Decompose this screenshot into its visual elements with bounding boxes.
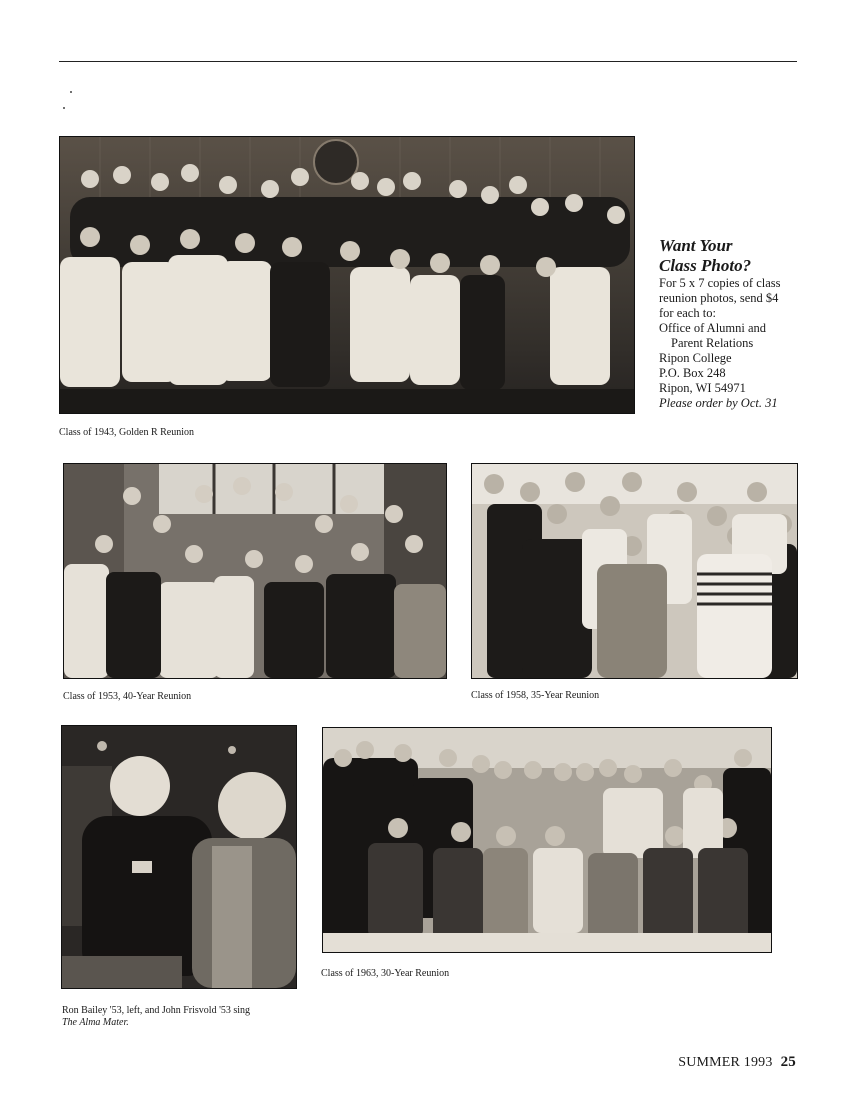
sidebar-line: P.O. Box 248	[659, 366, 726, 380]
photo-class-1958	[471, 463, 798, 679]
caption-alma-mater-line2: The Alma Mater.	[62, 1017, 129, 1028]
photo-class-1963	[322, 727, 772, 953]
top-rule	[59, 61, 797, 62]
photo-alma-mater-image	[62, 726, 296, 988]
sidebar-line: Ripon College	[659, 351, 732, 365]
photo-class-1953	[63, 463, 447, 679]
photo-class-1958-image	[472, 464, 797, 678]
caption-class-1963: Class of 1963, 30-Year Reunion	[321, 968, 450, 979]
caption-class-1958: Class of 1958, 35-Year Reunion	[471, 690, 600, 701]
class-photo-sidebar	[659, 236, 809, 411]
sidebar-heading-line2: Class Photo?	[659, 256, 752, 275]
photo-class-1953-image	[64, 464, 446, 678]
sidebar-line: For 5 x 7 copies of class	[659, 276, 781, 290]
speck	[63, 107, 65, 109]
photo-class-1943-image	[60, 137, 634, 413]
photo-class-1943	[59, 136, 635, 414]
sidebar-deadline: Please order by Oct. 31	[659, 396, 778, 410]
page-footer	[678, 1054, 796, 1071]
photo-class-1963-image	[323, 728, 771, 952]
speck	[70, 91, 72, 93]
sidebar-line: Ripon, WI 54971	[659, 381, 746, 395]
issue-label: SUMMER 1993	[678, 1055, 773, 1070]
caption-alma-mater-line1: Ron Bailey '53, left, and John Frisvold '53 sing	[62, 1005, 251, 1016]
sidebar-line: Office of Alumni and	[659, 321, 767, 335]
sidebar-line: Parent Relations	[671, 336, 754, 350]
page-number: 25	[780, 1054, 796, 1070]
caption-class-1953: Class of 1953, 40-Year Reunion	[63, 691, 192, 702]
photo-alma-mater	[61, 725, 297, 989]
sidebar-line: reunion photos, send $4	[659, 291, 779, 305]
caption-class-1943: Class of 1943, Golden R Reunion	[59, 427, 194, 438]
sidebar-heading-line1: Want Your	[659, 236, 733, 255]
sidebar-line: for each to:	[659, 306, 716, 320]
